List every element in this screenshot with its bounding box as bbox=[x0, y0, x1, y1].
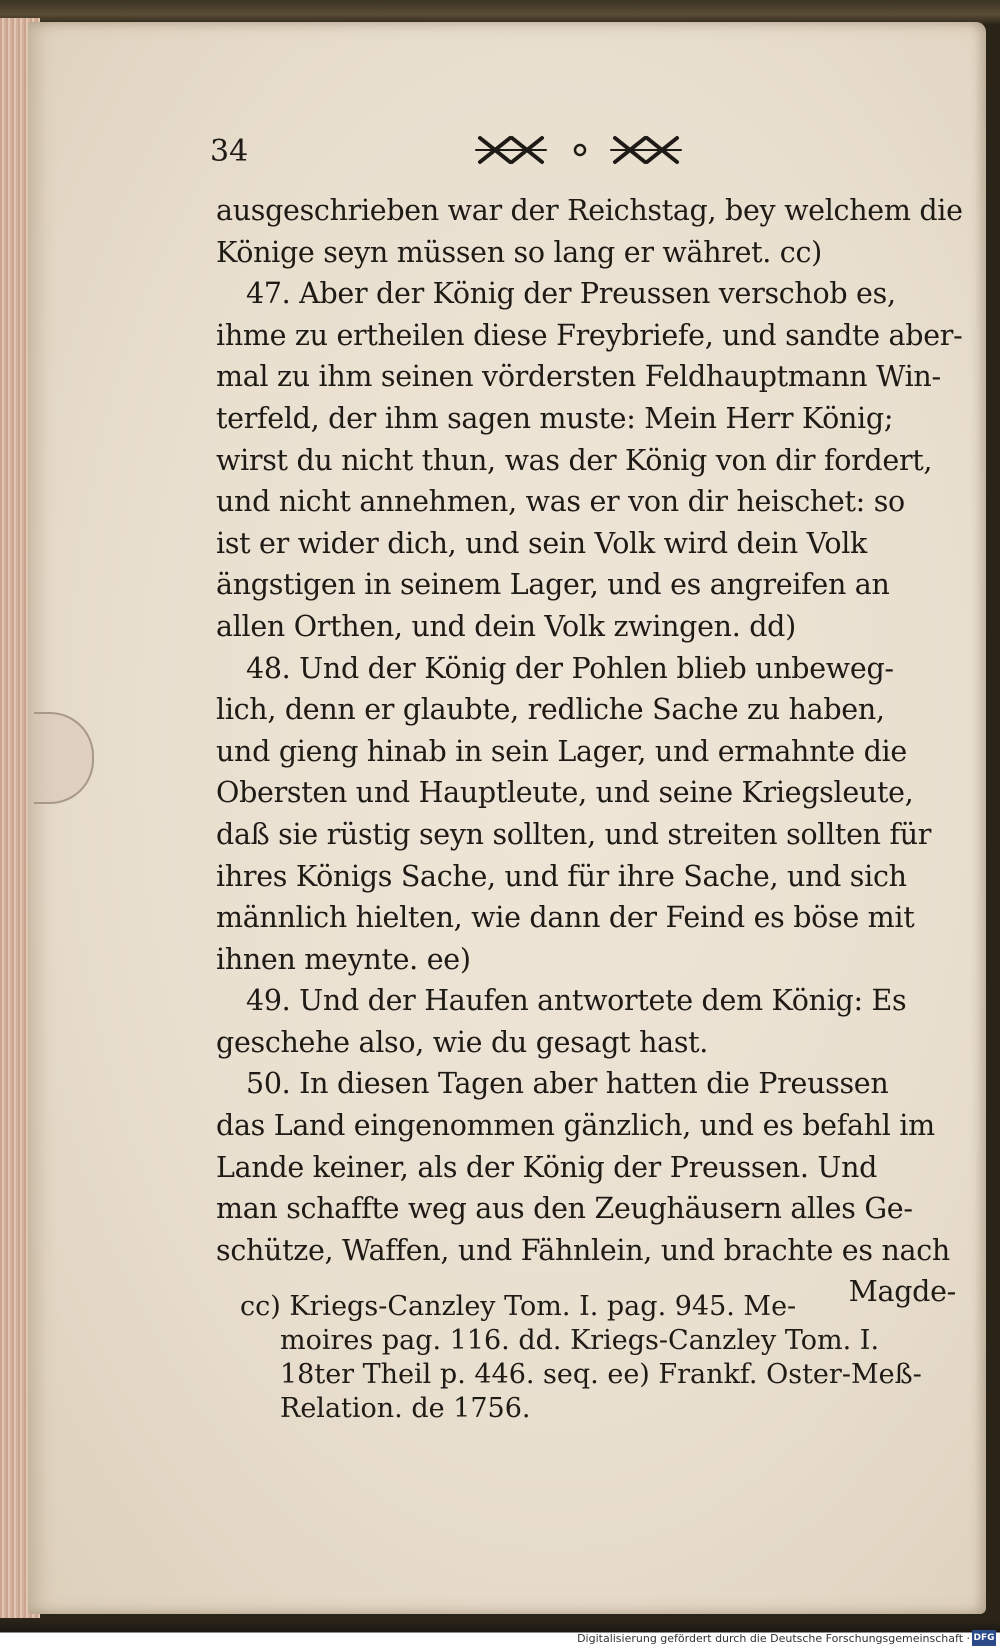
text-line: ist er wider dich, und sein Volk wird dein Volk bbox=[216, 526, 867, 560]
text-line: man schaffte weg aus den Zeughäusern alles Ge- bbox=[216, 1192, 913, 1226]
text-line: ihme zu ertheilen diese Freybriefe, und sandte aber- bbox=[216, 318, 963, 352]
text-line: männlich hielten, wie dann der Feind es böse mit bbox=[216, 901, 915, 935]
body-text bbox=[216, 190, 963, 1313]
text-line: Könige seyn müssen so lang er währet. cc) bbox=[216, 235, 822, 269]
text-line: schütze, Waffen, und Fähnlein, und brachte es nach bbox=[216, 1233, 950, 1267]
text-line: ihres Königs Sache, und für ihre Sache, und sich bbox=[216, 859, 907, 893]
text-line: wirst du nicht thun, was der König von dir fordert, bbox=[216, 443, 933, 477]
text-line: daß sie rüstig seyn sollten, und streiten sollten für bbox=[216, 817, 932, 851]
text-line: und nicht annehmen, was er von dir heischet: so bbox=[216, 485, 905, 519]
text-line: allen Orthen, und dein Volk zwingen. dd) bbox=[216, 609, 796, 643]
text-line: ausgeschrieben war der Reichstag, bey welchem die bbox=[216, 194, 963, 227]
text-line: das Land eingenommen gänzlich, und es befahl im bbox=[216, 1109, 935, 1143]
header-ornament bbox=[470, 130, 690, 170]
footnote-line: cc) Kriegs-Canzley Tom. I. pag. 945. Me- bbox=[240, 1291, 797, 1322]
text-line: 48. Und der König der Pohlen blieb unbeweg- bbox=[246, 651, 894, 685]
text-line: Obersten und Hauptleute, und seine Kriegsleute, bbox=[216, 776, 914, 810]
text-line: Lande keiner, als der König der Preussen. Und bbox=[216, 1150, 878, 1184]
page-number: 34 bbox=[210, 134, 249, 169]
footnote-line: 18ter Theil p. 446. seq. ee) Frankf. Oster-Meß- bbox=[280, 1359, 922, 1390]
text-line: lich, denn er glaubte, redliche Sache zu haben, bbox=[216, 693, 885, 727]
text-line: geschehe also, wie du gesagt hast. bbox=[216, 1025, 709, 1059]
text-line: terfeld, der ihm sagen muste: Mein Herr König; bbox=[216, 401, 894, 435]
catchword: Magde- bbox=[848, 1275, 956, 1309]
text-line: ihnen meynte. ee) bbox=[216, 942, 471, 976]
footnote-line: moires pag. 116. dd. Kriegs-Canzley Tom. I. bbox=[280, 1325, 880, 1356]
dfg-logo: DFG bbox=[972, 1630, 996, 1646]
text-line: 50. In diesen Tagen aber hatten die Preussen bbox=[246, 1067, 889, 1101]
footnote-line: Relation. de 1756. bbox=[280, 1393, 531, 1424]
digitization-credit: Digitalisierung gefördert durch die Deutsche Forschungsgemeinschaft · bbox=[577, 1632, 970, 1645]
text-line: 47. Aber der König der Preussen verschob es, bbox=[246, 277, 896, 311]
page-tab-mark bbox=[34, 712, 94, 804]
page-header bbox=[210, 130, 950, 174]
text-line: und gieng hinab in sein Lager, und ermahnte die bbox=[216, 734, 907, 768]
book-top-edge bbox=[0, 0, 1000, 24]
text-line: 49. Und der Haufen antwortete dem König: Es bbox=[246, 984, 907, 1018]
footnotes bbox=[240, 1290, 960, 1426]
text-line: ängstigen in seinem Lager, und es angreifen an bbox=[216, 568, 890, 602]
text-line: mal zu ihm seinen vördersten Feldhauptmann Win- bbox=[216, 360, 941, 394]
